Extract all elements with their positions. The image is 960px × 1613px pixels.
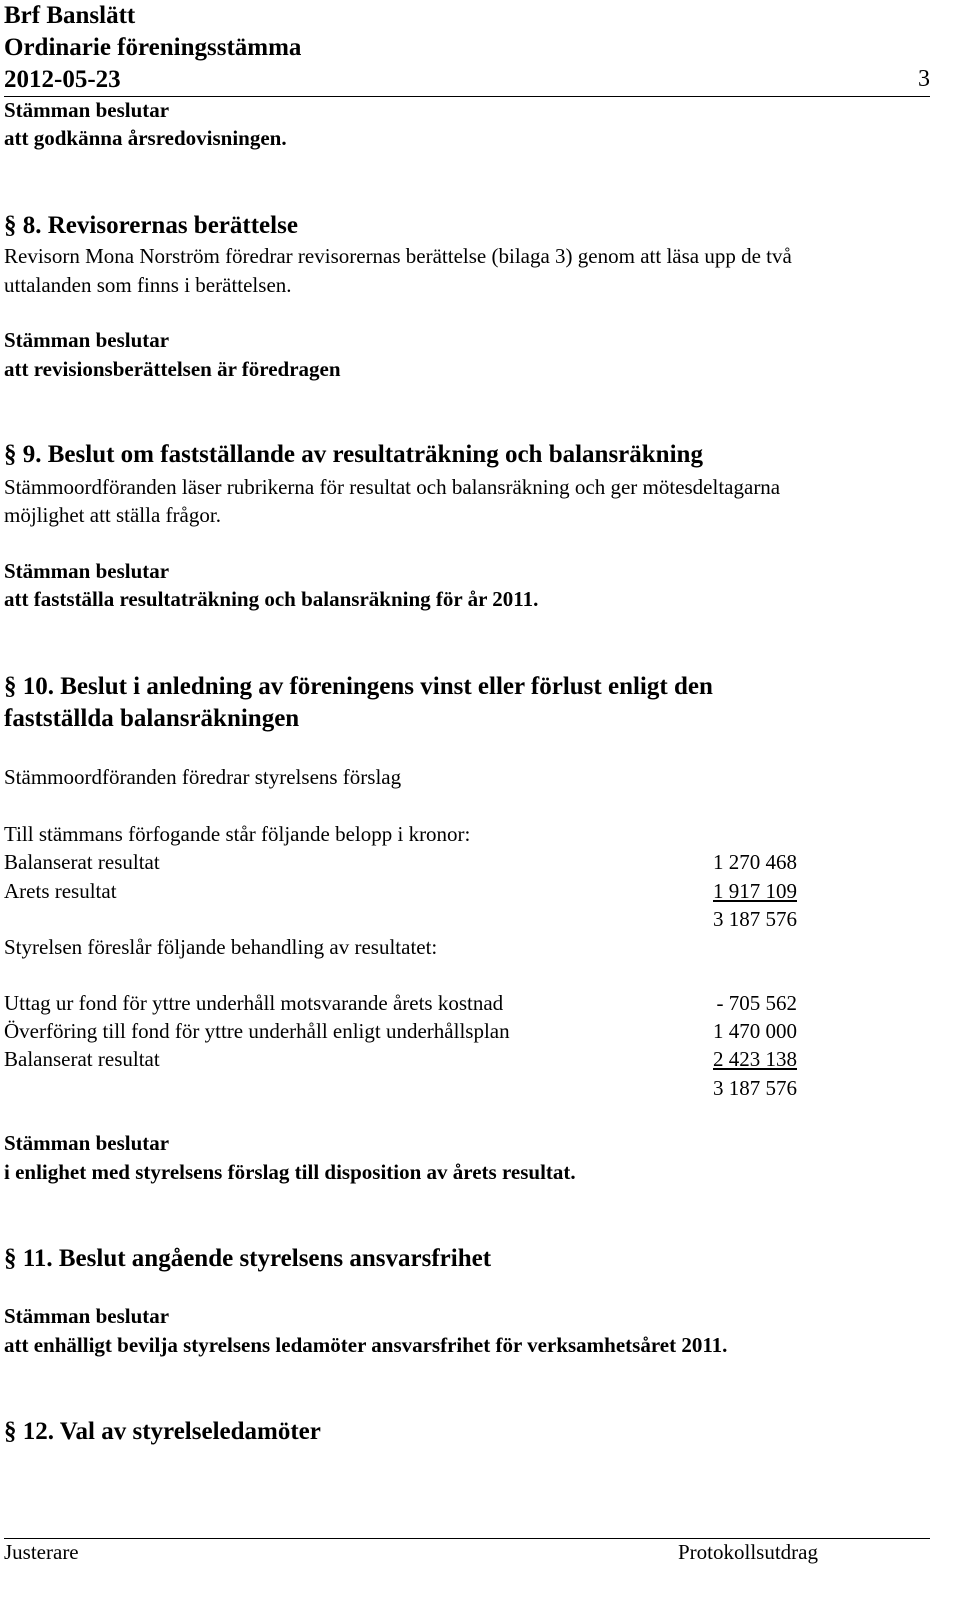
section-9-body-cont: möjlighet att ställa frågor. (4, 503, 221, 527)
section-10-title: § 10. Beslut i anledning av föreningens vinst eller förlust enligt den (4, 673, 713, 700)
decision-heading: Stämman beslutar (4, 1131, 170, 1155)
decision-heading: Stämman beslutar (4, 1304, 170, 1328)
footer-left: Justerare (4, 1540, 79, 1564)
proposal-label: Balanserat resultat (4, 1047, 160, 1071)
decision-heading: Stämman beslutar (4, 559, 170, 583)
section-8-body-cont: uttalanden som finns i berättelsen. (4, 273, 292, 297)
proposal-label: Uttag ur fond för yttre underhåll motsvarande årets kostnad (4, 991, 504, 1015)
available-label: Balanserat resultat (4, 850, 160, 874)
section-9-body: Stämmoordföranden läser rubrikerna för resultat och balansräkning och ger mötesdeltagarna (4, 475, 781, 499)
proposal-label: Överföring till fond för yttre underhåll enligt underhållsplan (4, 1019, 510, 1043)
decision-text: att enhälligt bevilja styrelsens ledamöter ansvarsfrihet för verksamhetsåret 2011. (4, 1333, 728, 1357)
section-10-presenter: Stämmoordföranden föredrar styrelsens förslag (4, 765, 402, 789)
available-total: 3 187 576 (713, 907, 797, 931)
proposal-amount: 1 470 000 (713, 1019, 797, 1043)
available-amount: 1 270 468 (713, 850, 797, 874)
page-number: 3 (918, 66, 930, 92)
section-9-title: § 9. Beslut om fastställande av resultaträkning och balansräkning (4, 441, 703, 468)
org-name: Brf Banslätt (4, 2, 136, 29)
decision-text: att godkänna årsredovisningen. (4, 126, 287, 150)
proposal-heading: Styrelsen föreslår följande behandling av resultatet: (4, 935, 438, 959)
proposal-amount: - 705 562 (716, 991, 797, 1015)
available-heading: Till stämmans förfogande står följande belopp i kronor: (4, 822, 471, 846)
decision-heading: Stämman beslutar (4, 98, 170, 122)
section-11-title: § 11. Beslut angående styrelsens ansvarsfrihet (4, 1245, 492, 1272)
decision-text: att revisionsberättelsen är föredragen (4, 357, 341, 381)
section-8-title: § 8. Revisorernas berättelse (4, 212, 298, 239)
header-rule (4, 96, 930, 97)
section-8-body: Revisorn Mona Norström föredrar revisorernas berättelse (bilaga 3) genom att läsa upp de två (4, 244, 792, 268)
proposal-total: 3 187 576 (713, 1076, 797, 1100)
proposal-amount: 2 423 138 (713, 1047, 797, 1071)
decision-heading: Stämman beslutar (4, 328, 170, 352)
available-amount: 1 917 109 (713, 879, 797, 903)
footer-rule (4, 1538, 930, 1539)
footer-right: Protokollsutdrag (678, 1540, 818, 1564)
meeting-title: Ordinarie föreningsstämma (4, 34, 302, 61)
section-10-title-cont: fastställda balansräkningen (4, 705, 300, 732)
decision-text: i enlighet med styrelsens förslag till disposition av årets resultat. (4, 1160, 576, 1184)
section-12-title: § 12. Val av styrelseledamöter (4, 1418, 321, 1445)
decision-text: att fastställa resultaträkning och balansräkning för år 2011. (4, 587, 539, 611)
available-label: Arets resultat (4, 879, 117, 903)
meeting-date: 2012-05-23 (4, 66, 121, 93)
